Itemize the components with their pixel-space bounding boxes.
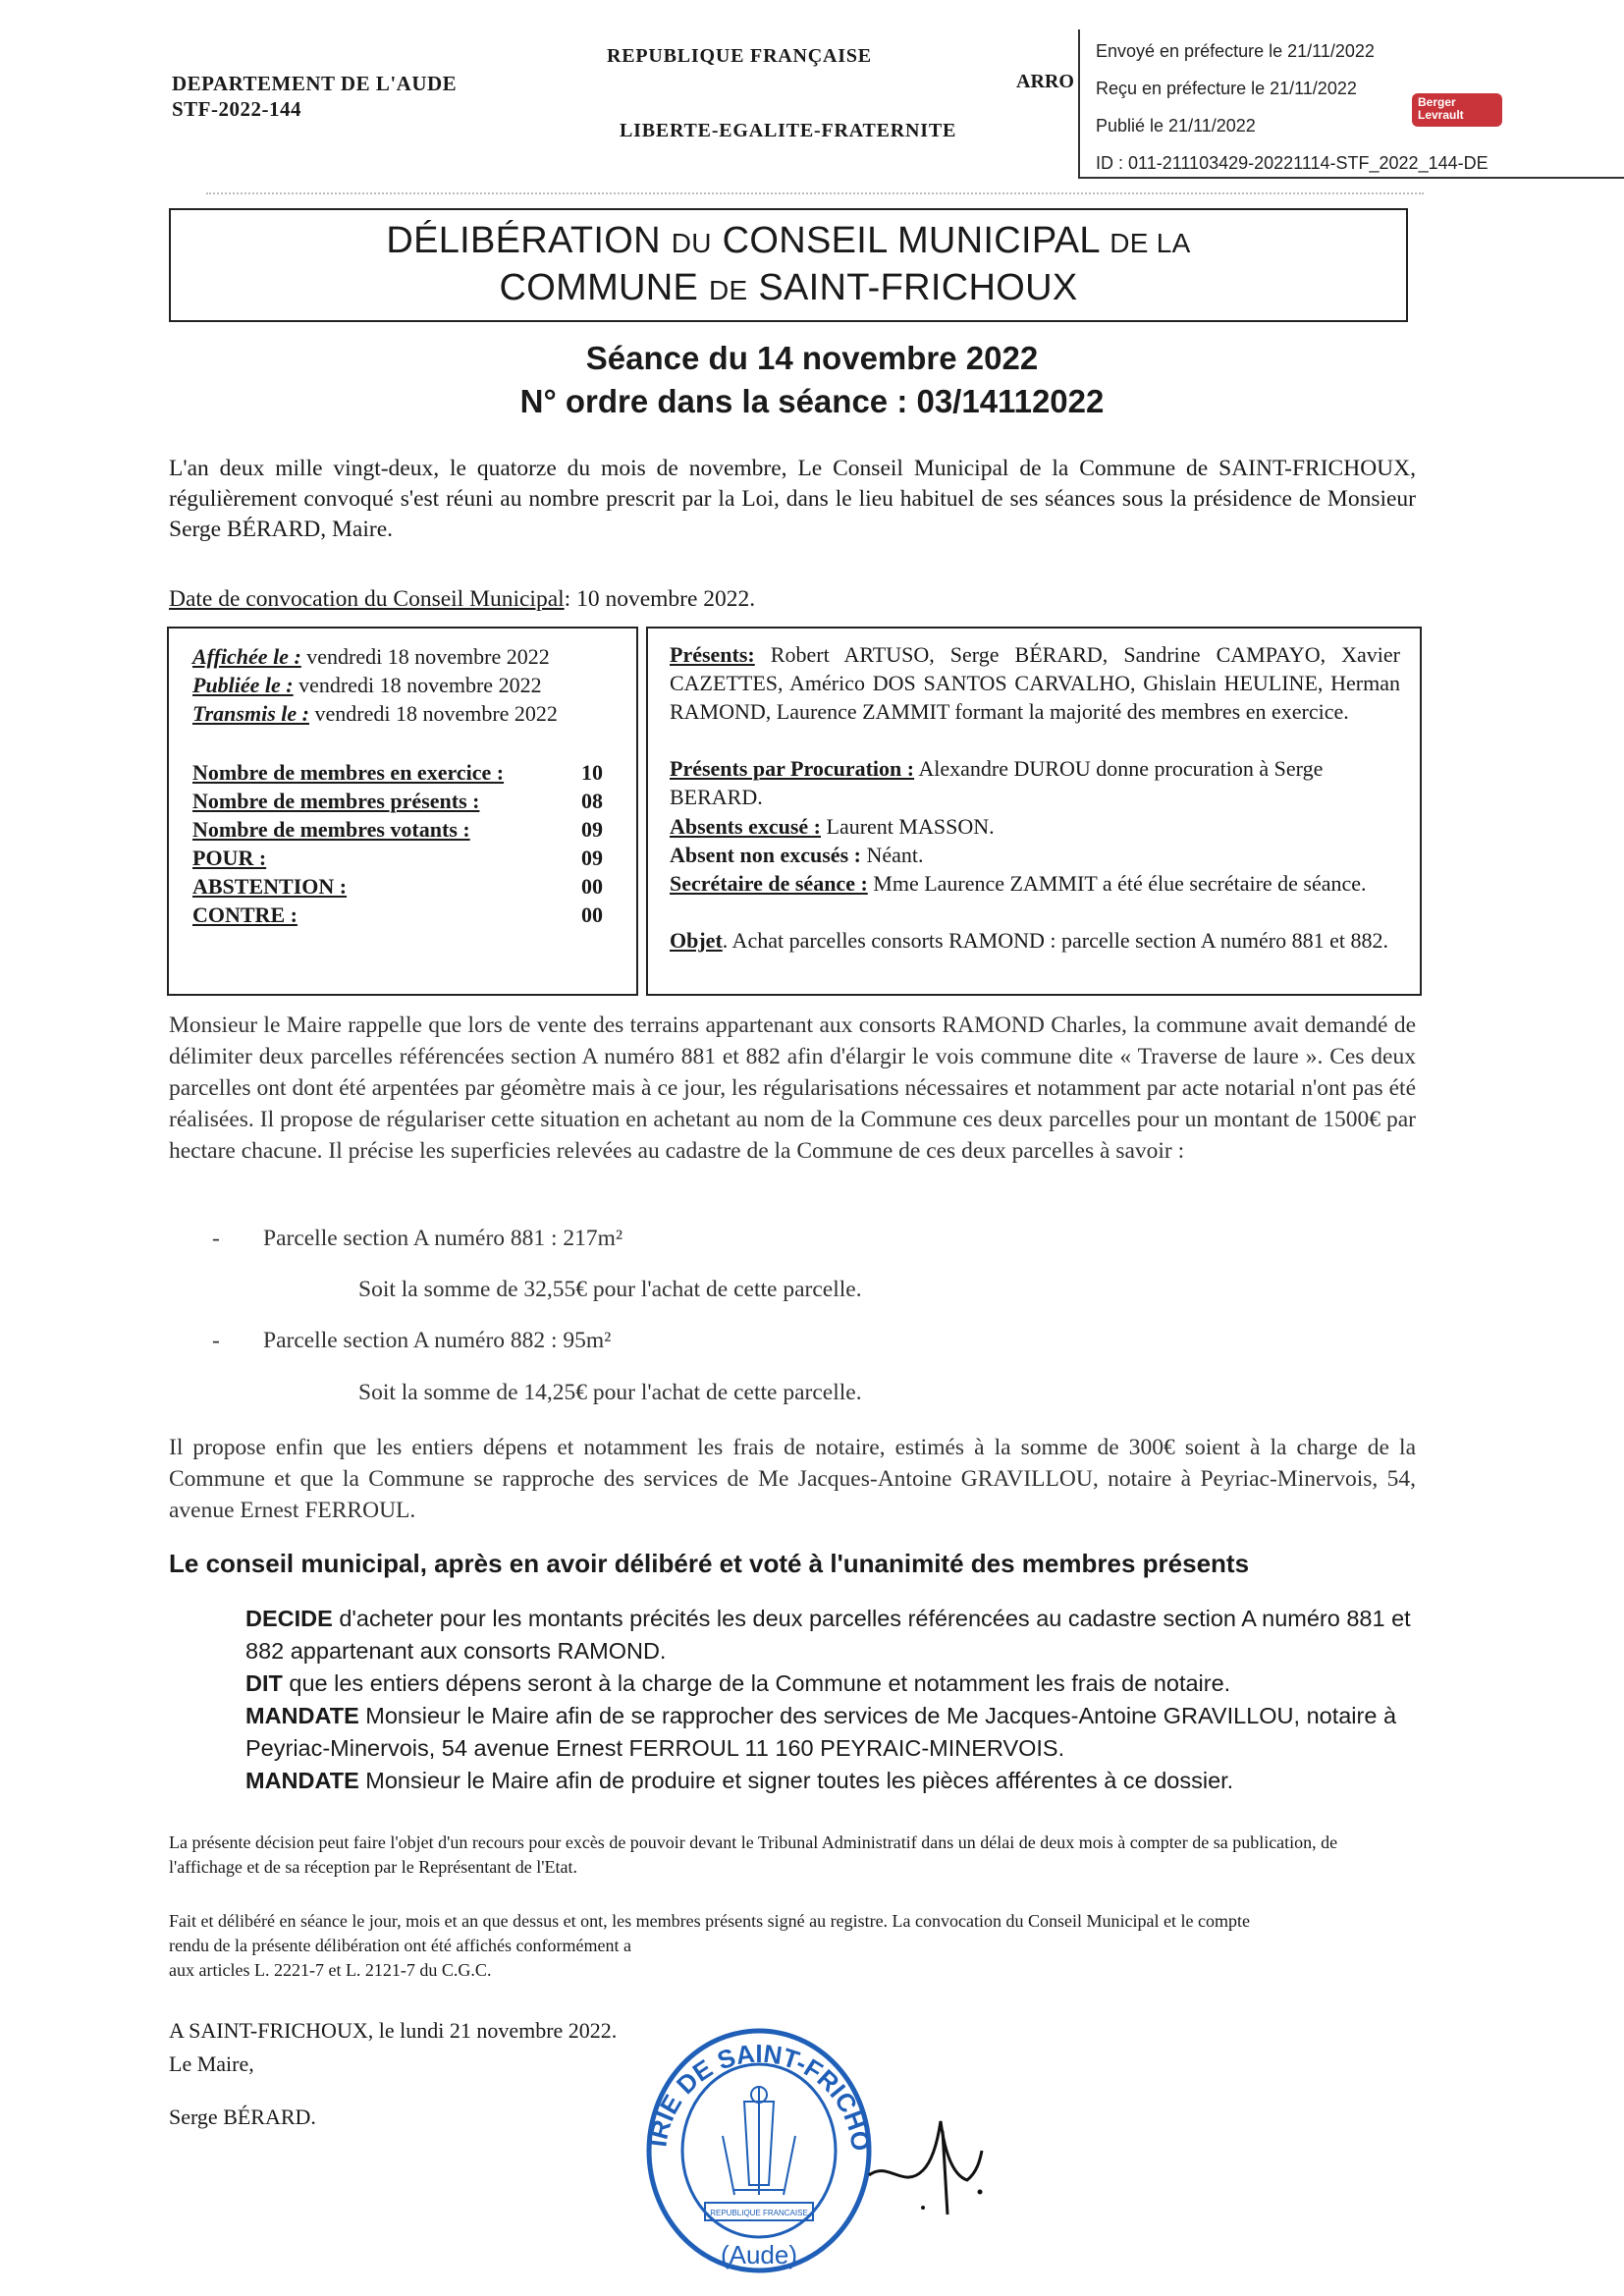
signature-stroke (869, 2121, 982, 2180)
procuration-block (670, 754, 1400, 811)
header-left (172, 71, 457, 122)
title-word: COMMUNE (499, 267, 699, 308)
somme-881: Soit la somme de 32,55€ pour l'achat de cette parcelle. (358, 1277, 862, 1302)
title-line1 (171, 220, 1406, 262)
presents-text: Robert ARTUSO, Serge BÉRARD, Sandrine CAMPAYO, Xavier CAZETTES, Américo DOS SANTOS CARVALHO, Ghislain HEULINE, Herman RAMOND, Laurence ZAMMIT formant la majorité des membres en exercice. (670, 642, 1400, 724)
mandate-keyword: MANDATE (245, 1703, 359, 1728)
title-word: DE LA (1110, 228, 1191, 258)
decision-intro: Le conseil municipal, après en avoir délibéré et voté à l'unanimité des membres présents (169, 1549, 1250, 1578)
seal-bottom-text: (Aude) (720, 2240, 798, 2269)
decide-keyword: DECIDE (245, 1606, 333, 1631)
mairie-seal (636, 2018, 882, 2283)
title-box (169, 208, 1408, 322)
presents-block (670, 640, 1400, 726)
mandate-item-1 (245, 1700, 1424, 1765)
count-value: 09 (581, 846, 603, 870)
seance-ordre: N° ordre dans la séance : 03/14112022 (519, 383, 1105, 419)
count-label: POUR : (192, 846, 267, 870)
logo-line2: Levrault (1418, 108, 1464, 122)
publication-box (167, 627, 638, 996)
mandate-text: Monsieur le Maire afin de produire et signer toutes les pièces afférentes à ce dossier. (358, 1768, 1234, 1793)
body-paragraph-2: Il propose enfin que les entiers dépens et notamment les frais de notaire, estimés à la somme de 300€ soient à la charge de la Commune et que la Commune se rapproche des services de Me Jacques-Antoine GRAVILLOU, notaire à Peyriac-Minervois, 54, avenue Ernest FERROUL. (169, 1435, 1416, 1523)
procuration-label: Présents par Procuration : (670, 756, 915, 781)
convocation-value: : 10 novembre 2022. (564, 586, 756, 612)
title-line2 (171, 267, 1406, 309)
intro-paragraph: L'an deux mille vingt-deux, le quatorze du mois de novembre, Le Conseil Municipal de la Commune de SAINT-FRICHOUX, régulièrement convoqué s'est réuni au nombre prescrit par la Loi, dans le lieu habituel de ses séances sous la présidence de Monsieur Serge BÉRARD, Maire. (169, 456, 1416, 542)
count-label: ABSTENTION : (192, 874, 348, 899)
signature-dot (921, 2206, 925, 2210)
departement: DEPARTEMENT DE L'AUDE (172, 72, 458, 95)
fait-line-1: Fait et délibéré en séance le jour, mois et an que dessus et ont, les membres présents signé au registre. La convocation du Conseil Municipal et le compte (169, 1911, 1250, 1931)
somme-882: Soit la somme de 14,25€ pour l'achat de cette parcelle. (358, 1380, 862, 1405)
affichee-row (192, 642, 550, 671)
absents-block (670, 812, 995, 841)
id-line: ID : 011-211103429-20221114-STF_2022_144-DE (1096, 153, 1489, 173)
objet-label: Objet (670, 928, 723, 953)
count-label: Nombre de membres en exercice : (192, 760, 505, 785)
presents-label: Présents: (670, 642, 755, 667)
non-excuses-block (670, 841, 924, 869)
mandate-text: Monsieur le Maire afin de se rapprocher des services de Me Jacques-Antoine GRAVILLOU, notaire à Peyriac-Minervois, 54 avenue Ernest FERROUL 11 160 PEYRAIC-MINERVOIS. (245, 1703, 1397, 1761)
secretaire-text: Mme Laurence ZAMMIT a été élue secrétaire de séance. (867, 871, 1367, 896)
absents-label: Absents excusé : (670, 814, 821, 839)
dotted-separator (206, 192, 1424, 194)
mandate-item-2 (245, 1765, 1424, 1797)
fait-line-2: rendu de la présente délibération ont été affichés conformément a (169, 1936, 631, 1955)
secretaire-label: Secrétaire de séance : (670, 871, 868, 896)
prefecture-stamp (1078, 29, 1624, 179)
count-label: Nombre de membres votants : (192, 817, 470, 842)
title-word: CONSEIL MUNICIPAL (722, 220, 1100, 261)
publiee-label: Publiée le : (192, 673, 294, 697)
bullet-dash: - (212, 1328, 220, 1353)
bullet-dash: - (212, 1226, 220, 1251)
seal-top-textpath: IRIE DE SAINT-FRICHO (642, 2038, 877, 2154)
berger-levrault-logo (1412, 93, 1502, 127)
reference: STF-2022-144 (172, 97, 301, 121)
parcelle-881: Parcelle section A numéro 881 : 217m² (263, 1226, 623, 1251)
transmis-row (192, 699, 558, 728)
dit-text: que les entiers dépens seront à la charge de la Commune et notamment les frais de notaire. (282, 1670, 1231, 1696)
transmis-value: vendredi 18 novembre 2022 (314, 701, 558, 726)
count-label: Nombre de membres présents : (192, 789, 480, 813)
convocation-line (169, 584, 755, 615)
body-paragraph-1: Monsieur le Maire rappelle que lors de vente des terrains appartenant aux consorts RAMOND Charles, la commune avait demandé de délimiter deux parcelles référencées section A numéro 881 et 882 afin d'élargir le vois commune dite « Traverse de laure ». Ces deux parcelles ont dont été arpentées par géomètre mais à ce jour, les régularisations nécessaires et notamment par acte notarial n'ont pas été réalisées. Il propose de régulariser cette situation en achetant au nom de la Commune ces deux parcelles pour un montant de 1500€ par hectare chacune. Il précise les superficies relevées au cadastre de la Commune de ces deux parcelles à savoir : (169, 1012, 1416, 1164)
maire-name: Serge BÉRARD. (169, 2105, 316, 2129)
fait-line-3: aux articles L. 2221-7 et L. 2121-7 du C.G.C. (169, 1960, 492, 1980)
absents-text: Laurent MASSON. (821, 814, 995, 839)
signature-dot (978, 2190, 983, 2195)
publie-line: Publié le 21/11/2022 (1096, 116, 1256, 136)
count-label: CONTRE : (192, 902, 298, 927)
seal-svg (636, 2018, 882, 2283)
devise: LIBERTE-EGALITE-FRATERNITE (620, 120, 957, 141)
decide-item (245, 1603, 1424, 1667)
objet-text: . Achat parcelles consorts RAMOND : parcelle section A numéro 881 et 882. (722, 928, 1388, 953)
non-excuses-label: Absent non excusés : (670, 843, 861, 867)
logo-line1: Berger (1418, 95, 1456, 109)
convocation-label: Date de convocation du Conseil Municipal (169, 586, 565, 612)
title-word: DU (671, 228, 712, 258)
arrondissement-partial: ARRO (1016, 71, 1074, 92)
procuration-text: Alexandre DUROU donne procuration à Serge BERARD. (670, 756, 1324, 809)
dit-keyword: DIT (245, 1670, 283, 1696)
affichee-label: Affichée le : (192, 644, 301, 669)
count-value: 00 (581, 902, 603, 927)
handwritten-signature (864, 2082, 1001, 2219)
dit-item (245, 1667, 1424, 1700)
signature-svg (864, 2082, 1001, 2219)
publiee-value: vendredi 18 novembre 2022 (298, 673, 542, 697)
title-word: DÉLIBÉRATION (386, 220, 661, 261)
count-value: 09 (581, 817, 603, 842)
count-value: 00 (581, 874, 603, 899)
objet-block (670, 926, 1400, 955)
attendance-box (646, 627, 1422, 996)
title-word: DE (709, 275, 748, 305)
republique: REPUBLIQUE FRANÇAISE (607, 45, 872, 67)
title-word: SAINT-FRICHOUX (758, 267, 1078, 308)
seal-top-text (636, 2018, 876, 2153)
non-excuses-text: Néant. (860, 843, 924, 867)
seal-figure-icon (723, 2087, 795, 2195)
mandate-keyword: MANDATE (245, 1768, 359, 1793)
decide-text: d'acheter pour les montants précités les deux parcelles référencées au cadastre section A numéro 881 et 882 appartenant aux consorts RAMOND. (245, 1606, 1411, 1664)
maire-role: Le Maire, (169, 2051, 254, 2076)
count-value: 08 (581, 789, 603, 813)
transmis-label: Transmis le : (192, 701, 309, 726)
count-value: 10 (581, 760, 603, 785)
secretaire-block (670, 869, 1400, 898)
envoye-line: Envoyé en préfecture le 21/11/2022 (1096, 41, 1375, 61)
recours-notice: La présente décision peut faire l'objet d'un recours pour excès de pouvoir devant le Tribunal Administratif dans un délai de deux mois à compter de sa publication, de l'affichage et de sa réception par le Représentant de l'Etat. (169, 1832, 1338, 1877)
publiee-row (192, 671, 542, 699)
recu-line: Reçu en préfecture le 21/11/2022 (1096, 79, 1357, 98)
seance-date: Séance du 14 novembre 2022 (585, 340, 1039, 376)
seal-banner-text: REPUBLIQUE FRANCAISE (710, 2209, 808, 2217)
lieu-date: A SAINT-FRICHOUX, le lundi 21 novembre 2022. (169, 2018, 618, 2043)
affichee-value: vendredi 18 novembre 2022 (306, 644, 550, 669)
parcelle-882: Parcelle section A numéro 882 : 95m² (263, 1328, 612, 1353)
